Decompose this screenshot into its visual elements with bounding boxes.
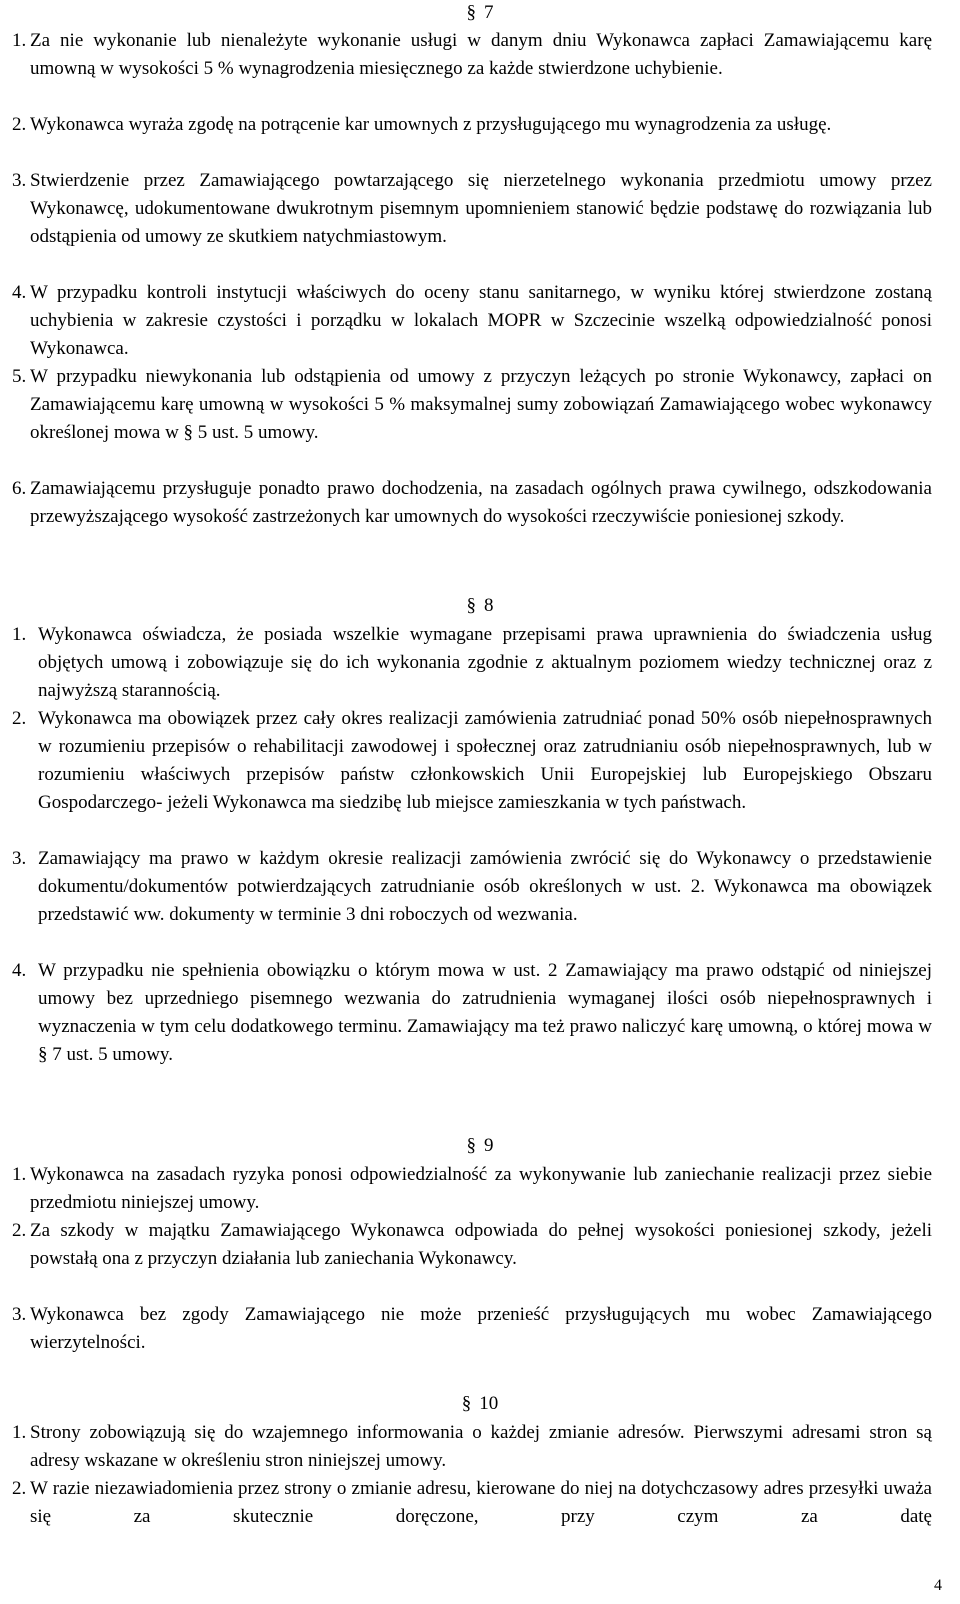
section-heading-10 [0,1390,960,1418]
list-item [12,621,932,705]
list-item [12,279,932,363]
list-item [12,475,932,531]
item-text: Wykonawca bez zgody Zamawiającego nie może przenieść przysługujących mu wobec Zamawiającego wierzytelności. [30,1304,932,1353]
item-text: Wykonawca wyraża zgodę na potrącenie kar umownych z przysługującego mu wynagrodzenia za usługę. [30,114,832,135]
item-text: W razie niezawiadomienia przez strony o zmianie adresu, kierowane do niej na dotychczasowy adres przesyłki uważa się za skutecznie doręczone, przy czym za datę [30,1478,932,1527]
item-number: 3. [12,170,27,191]
list-item [12,111,932,139]
item-text: Zamawiający ma prawo w każdym okresie realizacji zamówienia zwrócić się do Wykonawcy o przedstawienie dokumentu/dokumentów potwierdzających zatrudnianie osób określonych w ust. 2. Wykonawca ma obowiązek przedstawić ww. dokumenty w terminie 3 dni roboczych od wezwania. [38,848,932,925]
item-text: Zamawiającemu przysługuje ponadto prawo dochodzenia, na zasadach ogólnych prawa cywilnego, odszkodowania przewyższającego wysokość zastrzeżonych kar umownych do wysokości rzeczywiście poniesionej szkody. [30,478,932,527]
list-item [12,1475,932,1531]
item-text: Wykonawca ma obowiązek przez cały okres realizacji zamówienia zatrudniać ponad 50% osób niepełnosprawnych w rozumieniu przepisów o rehabilitacji zawodowej i społecznej oraz zatrudnianiu osób niepełnosprawnych, lub w rozumieniu właściwych przepisów państw członkowskich Unii Europejskiej lub Europejskiego Obszaru Gospodarczego- jeżeli Wykonawca ma siedzibę lub miejsce zamieszkania w tych państwach. [38,708,932,813]
item-number: 4. [12,960,27,981]
paragraph-symbol: § [461,1393,472,1414]
item-number: 2. [12,1220,27,1241]
item-text: Za nie wykonanie lub nienależyte wykonanie usługi w danym dniu Wykonawca zapłaci Zamawiającemu karę umowną w wysokości 5 % wynagrodzenia miesięcznego za każde stwierdzone uchybienie. [30,30,932,79]
item-number: 2. [12,1478,27,1499]
item-number: 1. [12,30,27,51]
list-item [12,845,932,929]
item-number: 4. [12,282,27,303]
section-number: 10 [479,1393,499,1414]
section-number: 9 [484,1135,494,1156]
item-number: 6. [12,478,27,499]
item-text: W przypadku kontroli instytucji właściwych do oceny stanu sanitarnego, w wyniku której stwierdzone zostaną uchybienia w zakresie czystości i porządku w lokalach MOPR w Szczecinie wszelką odpowiedzialność ponosi Wykonawca. [30,282,932,359]
list-item [12,957,932,1069]
item-number: 1. [12,1164,27,1185]
item-text: Wykonawca oświadcza, że posiada wszelkie wymagane przepisami prawa uprawnienia do świadczenia usług objętych umową i zobowiązuje się do ich wykonania zgodnie z aktualnym poziomem wiedzy technicznej oraz z najwyższą starannością. [38,624,932,701]
section-heading-8 [0,592,960,620]
list-item [12,1161,932,1217]
item-number: 2. [12,708,27,729]
item-text: W przypadku niewykonania lub odstąpienia od umowy z przyczyn leżących po stronie Wykonawcy, zapłaci on Zamawiającemu karę umowną w wysokości 5 % maksymalnej sumy zobowiązań Zamawiającego wobec wykonawcy określonej mowa w § 5 ust. 5 umowy. [30,366,932,443]
section-number: 8 [484,595,494,616]
item-text: W przypadku nie spełnienia obowiązku o którym mowa w ust. 2 Zamawiający ma prawo odstąpić od niniejszej umowy bez uprzedniego pisemnego wezwania do zatrudnienia wymaganej ilości osób niepełnosprawnych i wyznaczenia w tym celu dodatkowego terminu. Zamawiający ma też prawo naliczyć karę umowną, o której mowa w § 7 ust. 5 umowy. [38,960,932,1065]
list-item [12,27,932,83]
section-number: 7 [484,2,494,23]
list-item [12,1419,932,1475]
item-text: Strony zobowiązują się do wzajemnego informowania o każdej zmianie adresów. Pierwszymi adresami stron są adresy wskazane w określeniu stron niniejszej umowy. [30,1422,932,1471]
paragraph-symbol: § [466,595,476,616]
paragraph-symbol: § [466,2,476,23]
item-number: 1. [12,1422,27,1443]
list-item [12,1301,932,1357]
page-number: 4 [934,1577,942,1594]
list-item [12,167,932,251]
item-text: Stwierdzenie przez Zamawiającego powtarzającego się nierzetelnego wykonania przedmiotu umowy przez Wykonawcę, udokumentowane dwukrotnym pisemnym upomnieniem stanowić będzie podstawę do rozwiązania lub odstąpienia od umowy ze skutkiem natychmiastowym. [30,170,932,247]
item-number: 2. [12,114,27,135]
section-heading-7 [0,0,960,27]
list-item [12,705,932,817]
item-text: Za szkody w majątku Zamawiającego Wykonawca odpowiada do pełnej wysokości poniesionej szkody, jeżeli powstałą ona z przyczyn działania lub zaniechania Wykonawcy. [30,1220,932,1269]
paragraph-symbol: § [466,1135,476,1156]
item-number: 5. [12,366,27,387]
item-number: 3. [12,1304,27,1325]
section-heading-9 [0,1132,960,1160]
list-item [12,1217,932,1273]
item-number: 3. [12,848,27,869]
list-item [12,363,932,447]
item-number: 1. [12,624,27,645]
item-text: Wykonawca na zasadach ryzyka ponosi odpowiedzialność za wykonywanie lub zaniechanie realizacji przez siebie przedmiotu niniejszej umowy. [30,1164,932,1213]
